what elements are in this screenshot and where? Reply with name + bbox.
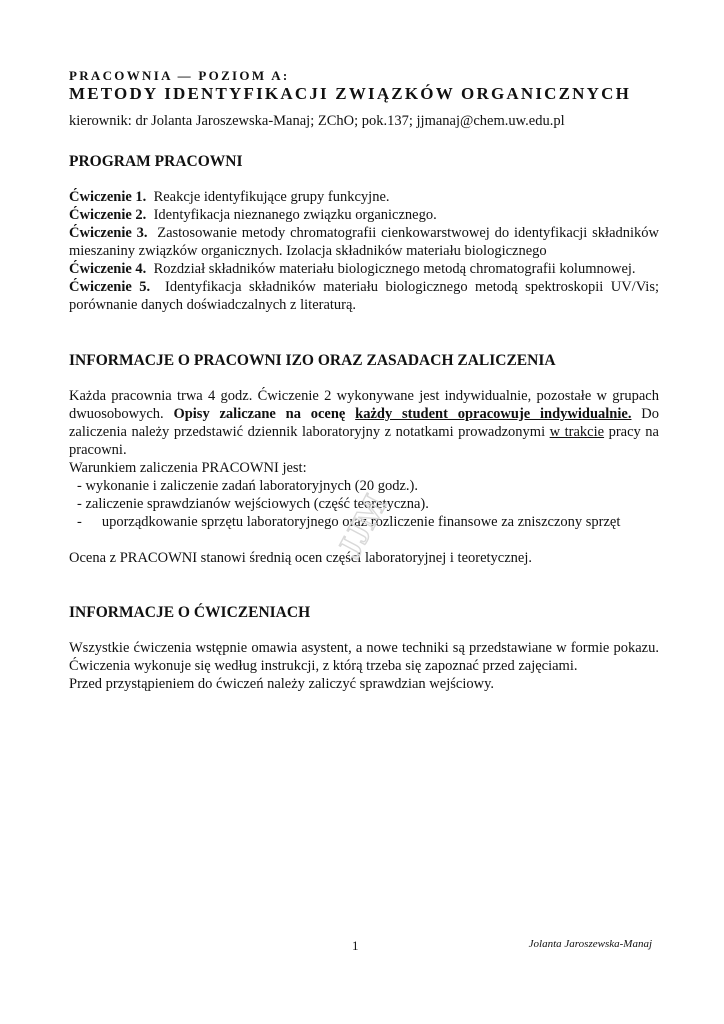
conditions-title: Warunkiem zaliczenia PRACOWNI jest: bbox=[69, 460, 307, 476]
exercises-info-paragraph bbox=[69, 639, 659, 693]
exercise-item-1 bbox=[69, 188, 659, 206]
exercise-text: Identyfikacja nieznanego związku organicznego. bbox=[153, 207, 437, 223]
condition-text: uporządkowanie sprzętu laboratoryjnego oraz rozliczenie finansowe za zniszczony sprzęt bbox=[101, 514, 621, 530]
page-number: 1 bbox=[352, 938, 359, 953]
exercise-label: Ćwiczenie 5. bbox=[69, 279, 151, 295]
page-title: METODY IDENTYFIKACJI ZWIĄZKÓW ORGANICZNYCH bbox=[69, 84, 631, 103]
document-page bbox=[69, 68, 659, 693]
exercises-info-text-2: Przed przystąpieniem do ćwiczeń należy zaliczyć sprawdzian wejściowy. bbox=[69, 676, 495, 692]
info-text-bold: Opisy zaliczane na ocenę bbox=[173, 406, 356, 422]
info-intro bbox=[69, 387, 659, 459]
exercise-text: Zastosowanie metody chromatografii cienkowarstwowej do identyfikacji składników mieszaniny związków organicznych. Izolacja składników materiału biologicznego bbox=[69, 225, 660, 259]
exercise-text: Reakcje identyfikujące grupy funkcyjne. bbox=[153, 189, 390, 205]
exercise-list bbox=[69, 188, 659, 314]
condition-dash: - bbox=[77, 514, 82, 530]
exercises-info-title: INFORMACJE O ĆWICZENIACH bbox=[69, 604, 311, 621]
exercise-item-3 bbox=[69, 224, 659, 260]
info-text-d: Do zaliczenia należy przedstawić dziennik laboratoryjny z notatkami prowadzonymi bbox=[69, 406, 659, 440]
exercise-label: Ćwiczenie 4. bbox=[69, 261, 147, 277]
program-title: PROGRAM PRACOWNI bbox=[69, 153, 243, 170]
condition-item-1: - wykonanie i zaliczenie zadań laboratoryjnych (20 godz.). bbox=[77, 478, 419, 494]
exercises-info-text-1: Wszystkie ćwiczenia wstępnie omawia asystent, a nowe techniki są przedstawiane w formie pokazu. Ćwiczenia wykonuje się według instrukcji, z którą trzeba się zapoznać przed zajęciami. bbox=[69, 640, 659, 674]
watermark-text: JJM bbox=[330, 488, 395, 565]
info-text-underline: w trakcie bbox=[549, 424, 605, 440]
exercise-text: Identyfikacja składników materiału biologicznego metodą spektroskopii UV/Vis; porównanie danych doświadczalnych z literaturą. bbox=[69, 279, 660, 313]
exercise-label: Ćwiczenie 1. bbox=[69, 189, 147, 205]
info-text-f: pracy na pracowni. bbox=[69, 424, 659, 458]
info-text-bold-underline: każdy student opracowuje indywidualnie. bbox=[355, 406, 632, 422]
exercise-item-5 bbox=[69, 278, 659, 314]
condition-item-2: - zaliczenie sprawdzianów wejściowych (część teoretyczna). bbox=[77, 496, 429, 512]
exercise-item-2 bbox=[69, 206, 659, 224]
exercise-label: Ćwiczenie 3. bbox=[69, 225, 148, 241]
info-text-a: Każda pracownia trwa 4 godz. Ćwiczenie 2 wykonywane jest indywidualnie, pozostałe w grupach dwuosobowych. bbox=[69, 388, 659, 422]
header-line1: PRACOWNIA — POZIOM A: bbox=[69, 68, 290, 83]
footer-author: Jolanta Jaroszewska-Manaj bbox=[528, 938, 652, 950]
grade-note: Ocena z PRACOWNI stanowi średnią ocen części laboratoryjnej i teoretycznej. bbox=[69, 550, 533, 566]
contact-line: kierownik: dr Jolanta Jaroszewska-Manaj; ZChO; pok.137; jjmanaj@chem.uw.edu.pl bbox=[69, 113, 565, 129]
info-title: INFORMACJE O PRACOWNI IZO ORAZ ZASADACH ZALICZENIA bbox=[69, 352, 556, 369]
exercise-label: Ćwiczenie 2. bbox=[69, 207, 147, 223]
watermark-logo bbox=[318, 482, 408, 572]
exercise-item-4 bbox=[69, 260, 659, 278]
exercise-text: Rozdział składników materiału biologicznego metodą chromatografii kolumnowej. bbox=[153, 261, 636, 277]
